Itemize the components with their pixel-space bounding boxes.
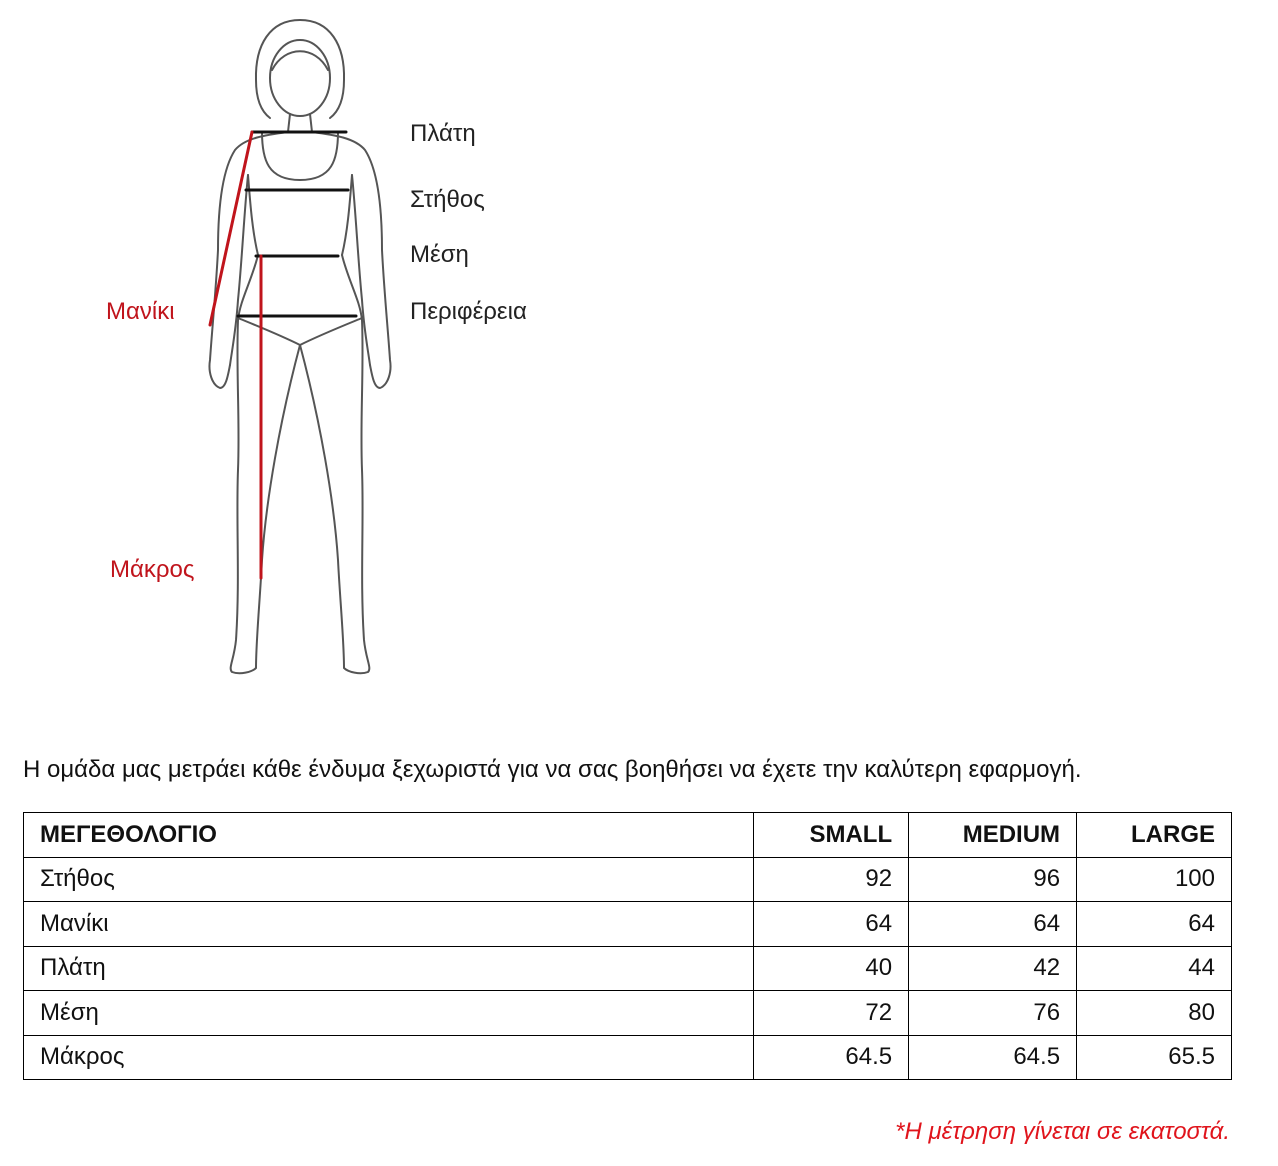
cell-medium: 64.5: [909, 1035, 1077, 1080]
cell-large: 80: [1077, 991, 1232, 1036]
row-label: Μανίκι: [24, 902, 754, 947]
cell-small: 64: [754, 902, 909, 947]
table-header-row: [24, 813, 1232, 858]
cell-large: 100: [1077, 857, 1232, 902]
cell-medium: 76: [909, 991, 1077, 1036]
body-measurement-figure: [0, 0, 600, 700]
size-chart-table: [23, 812, 1232, 1080]
header-large: LARGE: [1077, 813, 1232, 858]
intro-text: Η ομάδα μας μετράει κάθε ένδυμα ξεχωριστά για να σας βοηθήσει να έχετε την καλύτερη εφαρμογή.: [23, 756, 1082, 783]
label-back: Πλάτη: [410, 120, 476, 147]
cell-medium: 42: [909, 946, 1077, 991]
cell-small: 40: [754, 946, 909, 991]
table-row: [24, 1035, 1232, 1080]
table-row: [24, 902, 1232, 947]
cell-small: 64.5: [754, 1035, 909, 1080]
label-hips: Περιφέρεια: [410, 298, 527, 325]
table-row: [24, 991, 1232, 1036]
label-length: Μάκρος: [110, 556, 195, 583]
header-small: SMALL: [754, 813, 909, 858]
table-row: [24, 946, 1232, 991]
cell-large: 65.5: [1077, 1035, 1232, 1080]
cell-large: 44: [1077, 946, 1232, 991]
header-size-chart: ΜΕΓΕΘΟΛΟΓΙΟ: [24, 813, 754, 858]
cell-medium: 96: [909, 857, 1077, 902]
body-outline-illustration: [0, 0, 600, 700]
label-chest: Στήθος: [410, 186, 485, 213]
label-sleeve: Μανίκι: [106, 298, 175, 325]
header-medium: MEDIUM: [909, 813, 1077, 858]
cell-small: 72: [754, 991, 909, 1036]
row-label: Πλάτη: [24, 946, 754, 991]
row-label: Στήθος: [24, 857, 754, 902]
row-label: Μάκρος: [24, 1035, 754, 1080]
cell-medium: 64: [909, 902, 1077, 947]
cell-large: 64: [1077, 902, 1232, 947]
measurement-note: *Η μέτρηση γίνεται σε εκατοστά.: [895, 1118, 1230, 1145]
cell-small: 92: [754, 857, 909, 902]
table-row: [24, 857, 1232, 902]
row-label: Μέση: [24, 991, 754, 1036]
label-waist: Μέση: [410, 241, 469, 268]
